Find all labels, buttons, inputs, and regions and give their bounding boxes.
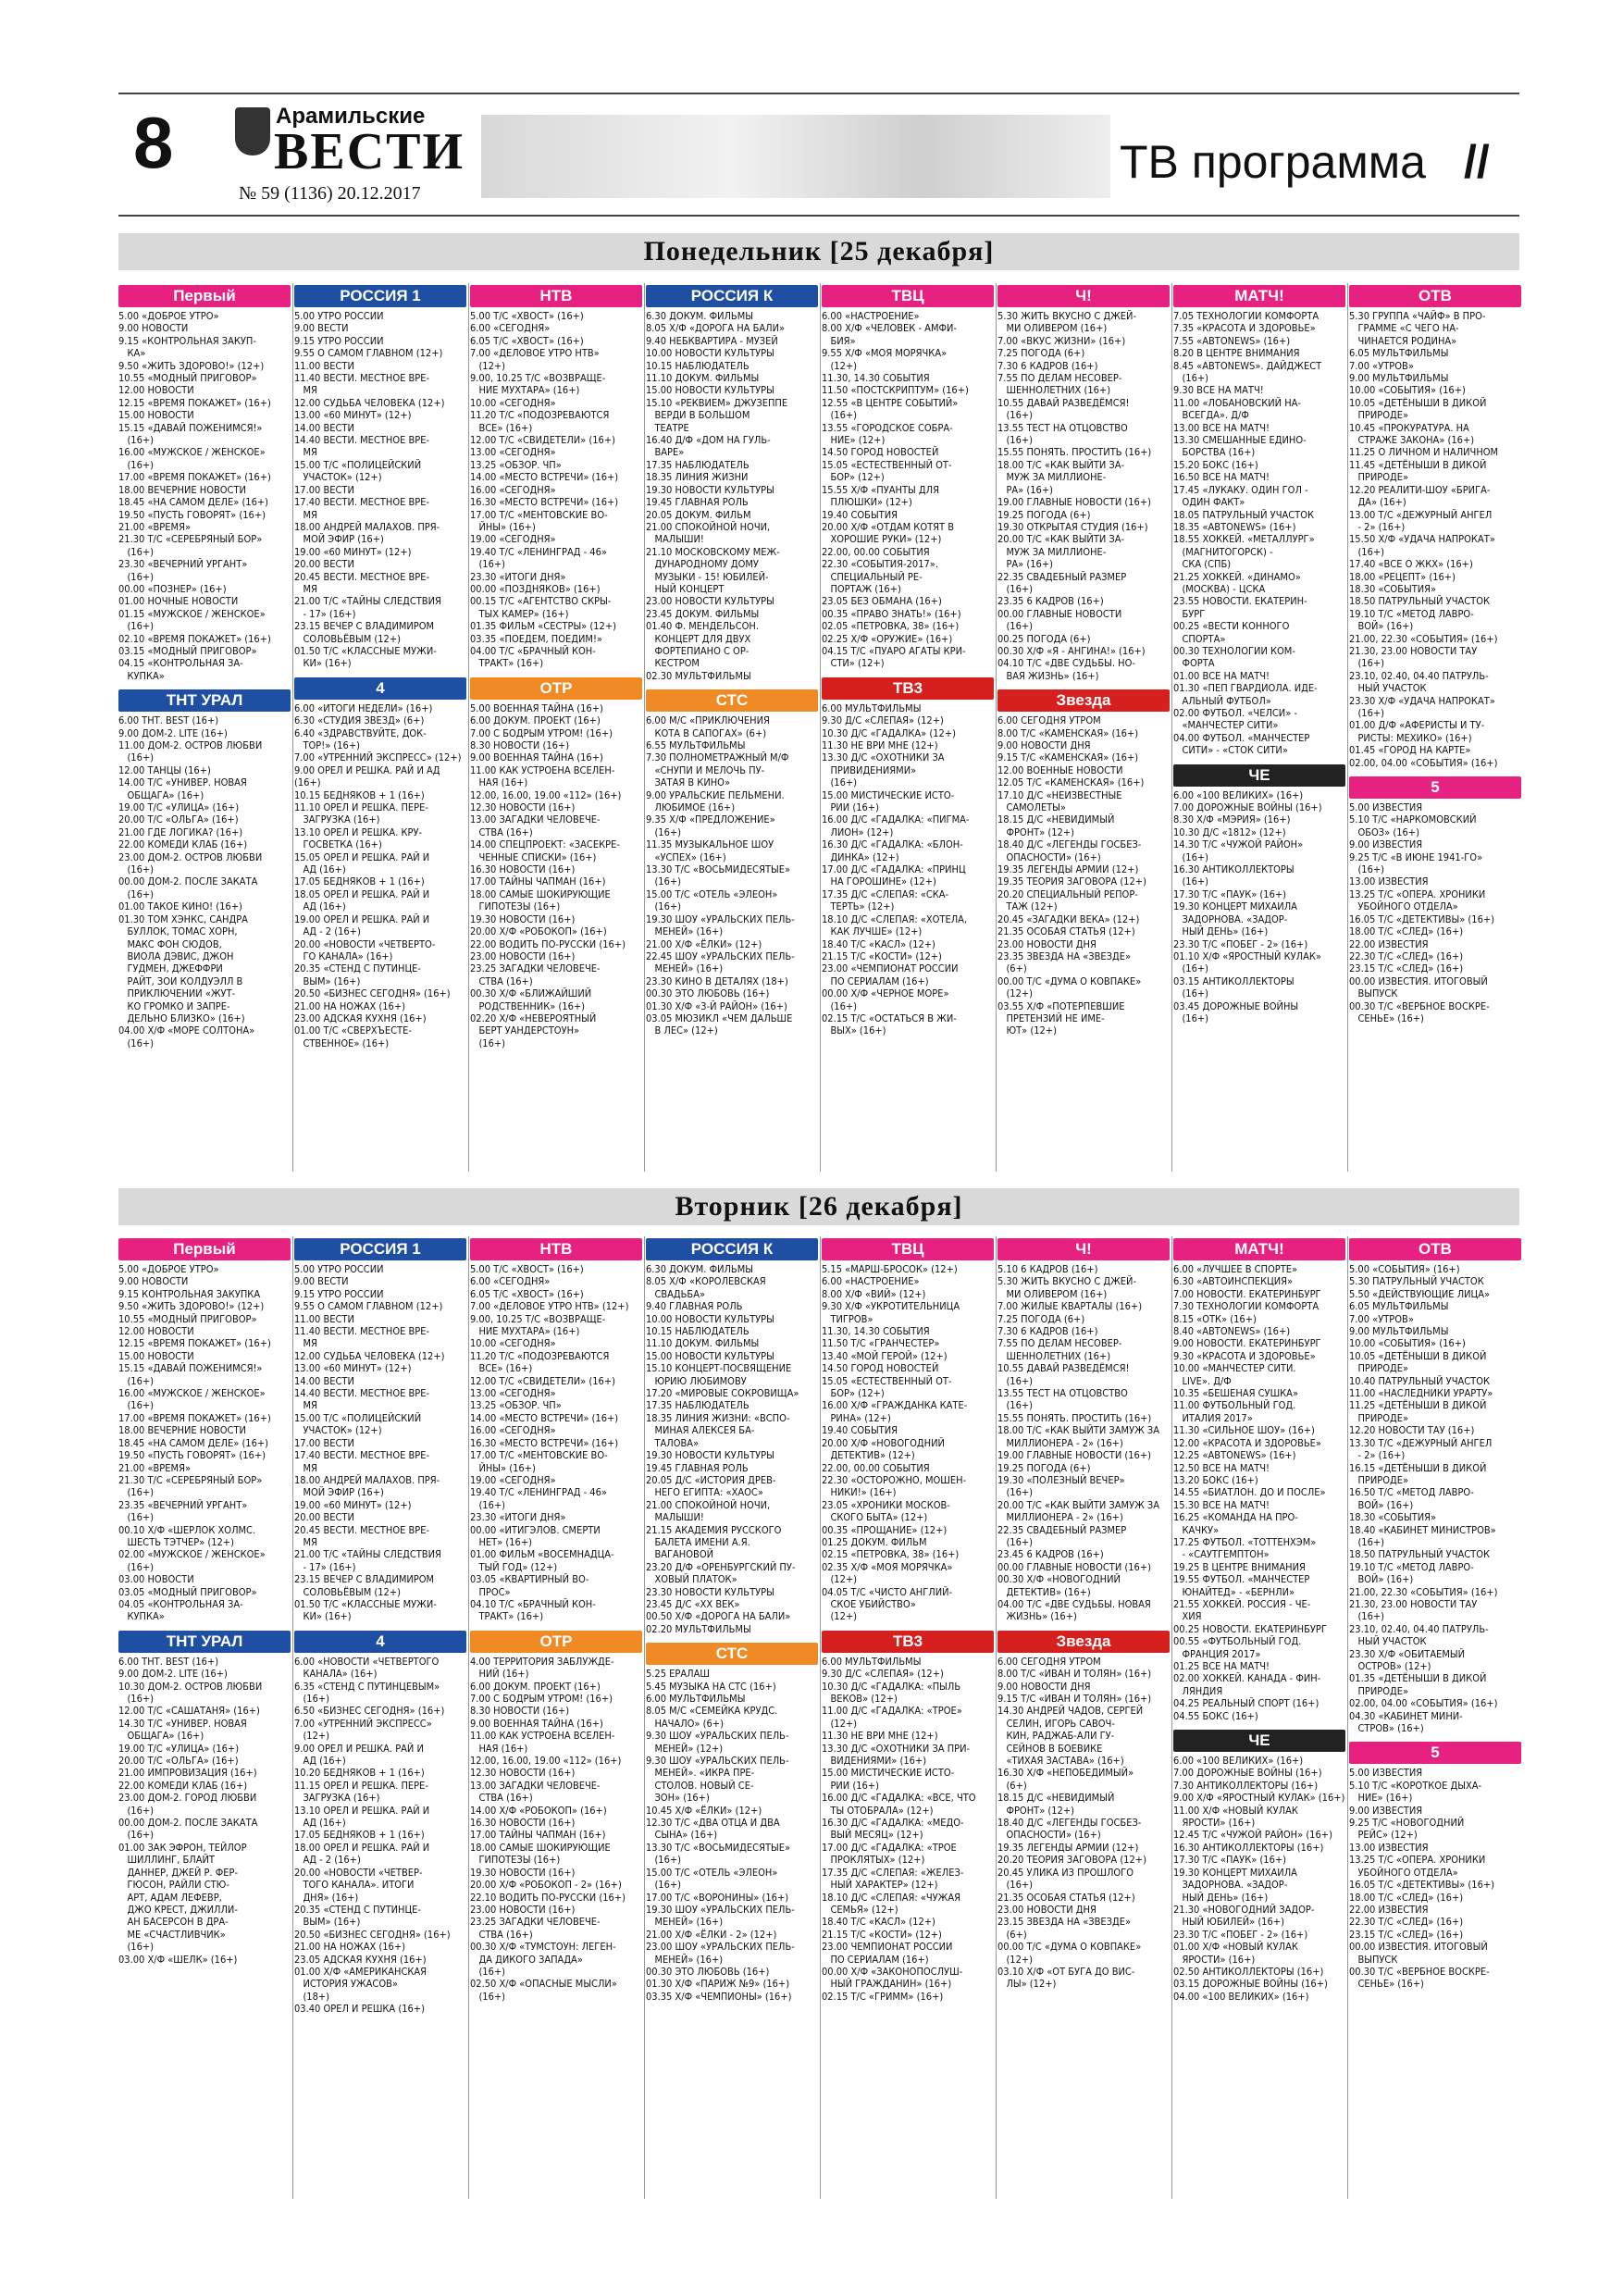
channel-column <box>1349 1238 1521 1991</box>
coat-of-arms-icon <box>235 107 270 155</box>
program-list: 6.00 «100 ВЕЛИКИХ» (16+) 7.00 ДОРОЖНЫЕ ВОЙНЫ (16+) 8.30 Х/Ф «МЭРИЯ» (16+) 10.30 Д/С «1812» (12+) 14.30 Т/С «ЧУЖОЙ РАЙОН» (16+) 16.30 АНТИКОЛЛЕКТОРЫ (16+) 17.30 Т/С «ПАУК» (16+) 19.30 КОНЦЕРТ МИХАИЛА ЗАДОРНОВА. «ЗАДОР- НЫЙ ДЕНЬ» (16+) 23.30 Т/С «ПОБЕГ - 2» (16+) 01.10 Х/Ф «ЯРОСТНЫЙ КУЛАК» (16+) 03.15 АНТИКОЛЛЕКТОРЫ (16+) 03.45 ДОРОЖНЫЕ ВОЙНЫ (16+) <box>1173 788 1322 1024</box>
channel-logo: Первый <box>118 285 291 307</box>
column-divider <box>468 1236 469 2199</box>
program-list: 5.30 ГРУППА «ЧАЙФ» В ПРО- ГРАММЕ «С ЧЕГО НА- ЧИНАЕТСЯ РОДИНА» 6.05 МУЛЬТФИЛЬМЫ 7.00 «УТРОВ» 9.00 МУЛЬТФИЛЬМЫ 10.00 «СОБЫТИЯ» (16+) 10.05 «ДЕТЁНЫШИ В ДИКОЙ ПРИРОДЕ» 10.45 «ПРОКУРАТУРА. НА СТРАЖЕ ЗАКОНА» (16+) 11.25 О ЛИЧНОМ И НАЛИЧНОМ 11.45 «ДЕТЁНЫШИ В ДИКОЙ ПРИРОДЕ» 12.20 РЕАЛИТИ-ШОУ «БРИГА- ДА» (16+) 13.00 Т/С «ДЕЖУРНЫЙ АНГЕЛ - 2» (16+) 15.50 Х/Ф «УДАЧА НАПРОКАТ» (16+) 17.40 «ВСЕ О ЖКХ» (16+) 18.00 «РЕЦЕПТ» (16+) 18.30 «СОБЫТИЯ» 18.50 ПАТРУЛЬНЫЙ УЧАСТОК 19.10 Т/С «МЕТОД ЛАВРО- ВОЙ» (16+) 21.00, 22.30 «СОБЫТИЯ» (16+) 21.30, 23.00 НОВОСТИ ТАУ (16+) 23.10, 02.40, 04.40 ПАТРУЛЬ- НЫЙ УЧАСТОК 23.30 Х/Ф «УДАЧА НАПРОКАТ» (16+) 01.00 Д/Ф «АФЕРИСТЫ И ТУ- РИСТЫ: МЕХИКО» (16+) 01.45 «ГОРОД НА КАРТЕ» 02.00, 04.00 «СОБЫТИЯ» (16+) <box>1349 310 1499 769</box>
channel-logo: МАТЧ! <box>1173 1238 1345 1260</box>
program-list: 6.00 «НОВОСТИ «ЧЕТВЕРТОГО КАНАЛА» (16+) 6.35 «СТЕНД С ПУТИНЦЕВЫМ» (16+) 6.50 «БИЗНЕС СЕГОДНЯ» (16+) 7.00 «УТРЕННИЙ ЭКСПРЕСС» (12+) 9.00 ОРЕЛ И РЕШКА. РАЙ И АД (16+) 10.20 БЕДНЯКОВ + 1 (16+) 11.15 ОРЕЛ И РЕШКА. ПЕРЕ- ЗАГРУЗКА (16+) 13.10 ОРЕЛ И РЕШКА. РАЙ И АД (16+) 17.05 БЕДНЯКОВ + 1 (16+) 18.00 ОРЕЛ И РЕШКА. РАЙ И АД - 2 (16+) 20.00 «НОВОСТИ «ЧЕТВЕР- ТОГО КАНАЛА». ИТОГИ ДНЯ» (16+) 20.35 «СТЕНД С ПУТИНЦЕ- ВЫМ» (16+) 20.50 «БИЗНЕС СЕГОДНЯ» (16+) 21.00 НА НОЖАХ (16+) 23.05 АДСКАЯ КУХНЯ (16+) 01.00 Х/Ф «АМЕРИКАНСКАЯ ИСТОРИЯ УЖАСОВ» (18+) 03.40 ОРЕЛ И РЕШКА (16+) <box>294 1655 451 2016</box>
newspaper-page <box>118 93 1519 2203</box>
column-divider <box>820 1236 821 2199</box>
program-list: 5.00 ИЗВЕСТИЯ 5.10 Т/С «КОРОТКОЕ ДЫХА- НИЕ» (16+) 9.00 ИЗВЕСТИЯ 9.25 Т/С «НОВОГОДНИЙ РЕЙС» (12+) 13.00 ИЗВЕСТИЯ 13.25 Т/С «ОПЕРА. ХРОНИКИ УБОЙНОГО ОТДЕЛА» 16.05 Т/С «ДЕТЕКТИВЫ» (16+) 18.00 Т/С «СЛЕД» (16+) 22.00 ИЗВЕСТИЯ 22.30 Т/С «СЛЕД» (16+) 23.15 Т/С «СЛЕД» (16+) 00.00 ИЗВЕСТИЯ. ИТОГОВЫЙ ВЫПУСК 00.30 Т/С «ВЕРБНОЕ ВОСКРЕ- СЕНЬЕ» (16+) <box>1349 1767 1495 1991</box>
program-list: 5.00 Т/С «ХВОСТ» (16+) 6.00 «СЕГОДНЯ» 6.05 Т/С «ХВОСТ» (16+) 7.00 «ДЕЛОВОЕ УТРО НТВ» (12+) 9.00, 10.25 Т/С «ВОЗВРАЩЕ- НИЕ МУХТАРА» (16+) 10.00 «СЕГОДНЯ» 11.20 Т/С «ПОДОЗРЕВАЮТСЯ ВСЕ» (16+) 12.00 Т/С «СВИДЕТЕЛИ» (16+) 13.00 «СЕГОДНЯ» 13.25 «ОБЗОР. ЧП» 14.00 «МЕСТО ВСТРЕЧИ» (16+) 16.00 «СЕГОДНЯ» 16.30 «МЕСТО ВСТРЕЧИ» (16+) 17.00 Т/С «МЕНТОВСКИЕ ВО- ЙНЫ» (16+) 19.00 «СЕГОДНЯ» 19.40 Т/С «ЛЕНИНГРАД - 46» (16+) 23.30 «ИТОГИ ДНЯ» 00.00 «ИТИГЭЛОВ. СМЕРТИ НЕТ» (16+) 01.00 ФИЛЬМ «ВОСЕМНАДЦА- ТЫЙ ГОД» (12+) 03.05 «КВАРТИРНЫЙ ВО- ПРОС» 04.10 Т/С «БРАЧНЫЙ КОН- ТРАКТ» (16+) <box>470 1263 629 1623</box>
program-list: 5.00 УТРО РОССИИ 9.00 ВЕСТИ 9.15 УТРО РОССИИ 9.55 О САМОМ ГЛАВНОМ (12+) 11.00 ВЕСТИ 11.40 ВЕСТИ. МЕСТНОЕ ВРЕ- МЯ 12.00 СУДЬБА ЧЕЛОВЕКА (12+) 13.00 «60 МИНУТ» (12+) 14.00 ВЕСТИ 14.40 ВЕСТИ. МЕСТНОЕ ВРЕ- МЯ 15.00 Т/С «ПОЛИЦЕЙСКИЙ УЧАСТОК» (12+) 17.00 ВЕСТИ 17.40 ВЕСТИ. МЕСТНОЕ ВРЕ- МЯ 18.00 АНДРЕЙ МАЛАХОВ. ПРЯ- МОЙ ЭФИР (16+) 19.00 «60 МИНУТ» (12+) 20.00 ВЕСТИ 20.45 ВЕСТИ. МЕСТНОЕ ВРЕ- МЯ 21.00 Т/С «ТАЙНЫ СЛЕДСТВИЯ - 17» (16+) 23.15 ВЕЧЕР С ВЛАДИМИРОМ СОЛОВЬЁВЫМ (12+) 01.50 Т/С «КЛАССНЫЕ МУЖИ- КИ» (16+) <box>294 310 445 670</box>
column-divider <box>996 283 997 1172</box>
column-divider <box>820 283 821 1172</box>
channel-column <box>997 1238 1170 1991</box>
program-list: 6.00 МУЛЬТФИЛЬМЫ 9.30 Д/С «СЛЕПАЯ» (12+) 10.30 Д/С «ГАДАЛКА» (12+) 11.30 НЕ ВРИ МНЕ (12+) 13.30 Д/С «ОХОТНИКИ ЗА ПРИВИДЕНИЯМИ» (16+) 15.00 МИСТИЧЕСКИЕ ИСТО- РИИ (16+) 16.00 Д/С «ГАДАЛКА: «ПИГМА- ЛИОН» (12+) 16.30 Д/С «ГАДАЛКА: «БЛОН- ДИНКА» (12+) 17.00 Д/С «ГАДАЛКА: «ПРИНЦ НА ГОРОШИНЕ» (12+) 17.35 Д/С «СЛЕПАЯ: «СКА- ТЕРТЬ» (12+) 18.10 Д/С «СЛЕПАЯ: «ХОТЕЛА, КАК ЛУЧШЕ» (12+) 18.40 Т/С «КАСЛ» (12+) 21.15 Т/С «КОСТИ» (12+) 23.00 «ЧЕМПИОНАТ РОССИИ ПО СЕРИАЛАМ (16+) 00.00 Х/Ф «ЧЕРНОЕ МОРЕ» (16+) 02.15 Т/С «ОСТАТЬСЯ В ЖИ- ВЫХ» (16+) <box>822 701 970 1037</box>
channel-logo: РОССИЯ К <box>646 285 818 307</box>
channel-logo: НТВ <box>470 285 642 307</box>
day-title: Понедельник [25 декабря] <box>643 236 995 267</box>
channel-logo: ТНТ УРАЛ <box>118 1631 291 1653</box>
section-title: ТВ программа <box>1120 136 1426 188</box>
program-list: 6.00 ТНТ. BEST (16+) 9.00 ДОМ-2. LITE (16+) 11.00 ДОМ-2. ОСТРОВ ЛЮБВИ (16+) 12.00 ТАНЦЫ (16+) 14.00 Т/С «УНИВЕР. НОВАЯ ОБЩАГА» (16+) 19.00 Т/С «УЛИЦА» (16+) 20.00 Т/С «ОЛЬГА» (16+) 21.00 ГДЕ ЛОГИКА? (16+) 22.00 КОМЕДИ КЛАБ (16+) 23.00 ДОМ-2. ОСТРОВ ЛЮБВИ (16+) 00.00 ДОМ-2. ПОСЛЕ ЗАКАТА (16+) 01.00 ТАКОЕ КИНО! (16+) 01.30 ТОМ ХЭНКС, САНДРА БУЛЛОК, ТОМАС ХОРН, МАКС ФОН СЮДОВ, ВИОЛА ДЭВИС, ДЖОН ГУДМЕН, ДЖЕФФРИ РАЙТ, ЗОИ КОЛДУЭЛЛ В ПРИКЛЮЧЕНИИ «ЖУТ- КО ГРОМКО И ЗАПРЕ- ДЕЛЬНО БЛИЗКО» (16+) 04.00 Х/Ф «МОРЕ СОЛТОНА» (16+) <box>118 714 263 1049</box>
channel-logo: Ч! <box>997 285 1170 307</box>
column-divider <box>1347 283 1348 1172</box>
channel-logo: РОССИЯ 1 <box>294 1238 466 1260</box>
program-list: 6.00 СЕГОДНЯ УТРОМ 8.00 Т/С «ИВАН И ТОЛЯН» (16+) 9.00 НОВОСТИ ДНЯ 9.15 Т/С «ИВАН И ТОЛЯН» (16+) 14.30 АНДРЕЙ ЧАДОВ, СЕРГЕЙ СЕЛИН, ИГОРЬ САВОЧ- КИН, РАДЖАБ-АЛИ ГУ- СЕЙНОВ В БОЕВИКЕ «ТИХАЯ ЗАСТАВА» (16+) 16.30 Х/Ф «НЕПОБЕДИМЫЙ» (6+) 18.15 Д/С «НЕВИДИМЫЙ ФРОНТ» (12+) 18.40 Д/С «ЛЕГЕНДЫ ГОСБЕЗ- ОПАСНОСТИ» (16+) 19.35 ЛЕГЕНДЫ АРМИИ (12+) 20.20 ТЕОРИЯ ЗАГОВОРА (12+) 20.45 УЛИКА ИЗ ПРОШЛОГО (16+) 21.35 ОСОБАЯ СТАТЬЯ (12+) 23.00 НОВОСТИ ДНЯ 23.15 ЗВЕЗДА НА «ЗВЕЗДЕ» (6+) 00.00 Т/С «ДУМА О КОВПАКЕ» (12+) 03.10 Х/Ф «ОТ БУГА ДО ВИС- ЛЫ» (12+) <box>997 1655 1152 1991</box>
program-list: 6.00 «ЛУЧШЕЕ В СПОРТЕ» 6.30 «АВТОИНСПЕКЦИЯ» 7.00 НОВОСТИ. ЕКАТЕРИНБУРГ 7.30 ТЕХНОЛОГИИ КОМФОРТА 8.15 «ОТК» (16+) 8.40 «ABTONEWS» (16+) 9.00 НОВОСТИ. ЕКАТЕРИНБУРГ 9.30 «КРАСОТА И ЗДОРОВЬЕ» 10.00 «МАНЧЕСТЕР СИТИ. LIVE». Д/Ф 10.35 «БЕШЕНАЯ СУШКА» 11.00 ФУТБОЛЬНЫЙ ГОД. ИТАЛИЯ 2017» 11.30 «СИЛЬНОЕ ШОУ» (16+) 12.00 «КРАСОТА И ЗДОРОВЬЕ» 12.25 «ABTONEWS» (16+) 12.50 ВСЕ НА МАТЧ! 13.20 БОКС (16+) 14.55 «БИАТЛОН. ДО И ПОСЛЕ» 15.30 ВСЕ НА МАТЧ! 16.25 «КОМАНДА НА ПРО- КАЧКУ» 17.25 ФУТБОЛ. «ТОТТЕНХЭМ» - «САУТГЕМПТОН» 19.25 В ЦЕНТРЕ ВНИМАНИЯ 19.55 ФУТБОЛ. «МАНЧЕСТЕР ЮНАЙТЕД» - «БЕРНЛИ» 21.55 ХОККЕЙ. РОССИЯ - ЧЕ- ХИЯ 00.25 НОВОСТИ. ЕКАТЕРИНБУРГ 00.55 «ФУТБОЛЬНЫЙ ГОД. ФРАНЦИЯ 2017» 01.25 ВСЕ НА МАТЧ! 02.00 ХОККЕЙ. КАНАДА - ФИН- ЛЯНДИЯ 04.25 РЕАЛЬНЫЙ СПОРТ (16+) 04.55 БОКС (16+) <box>1173 1263 1327 1722</box>
column-divider <box>292 1236 293 2199</box>
program-list: 4.00 ТЕРРИТОРИЯ ЗАБЛУЖДЕ- НИЙ (16+) 6.00 ДОКУМ. ПРОЕКТ (16+) 7.00 С БОДРЫМ УТРОМ! (16+) 8.30 НОВОСТИ (16+) 9.00 ВОЕННАЯ ТАЙНА (16+) 11.00 КАК УСТРОЕНА ВСЕЛЕН- НАЯ (16+) 12.00, 16.00, 19.00 «112» (16+) 12.30 НОВОСТИ (16+) 13.00 ЗАГАДКИ ЧЕЛОВЕЧЕ- СТВА (16+) 14.00 Х/Ф «РОБОКОП» (16+) 16.30 НОВОСТИ (16+) 17.00 ТАЙНЫ ЧАПМАН (16+) 18.00 САМЫЕ ШОКИРУЮЩИЕ ГИПОТЕЗЫ (16+) 19.30 НОВОСТИ (16+) 20.00 Х/Ф «РОБОКОП - 2» (16+) 22.10 ВОДИТЬ ПО-РУССКИ (16+) 23.00 НОВОСТИ (16+) 23.25 ЗАГАДКИ ЧЕЛОВЕЧЕ- СТВА (16+) 00.30 Х/Ф «ТУМСТОУН: ЛЕГЕН- ДА ДИКОГО ЗАПАДА» (16+) 02.50 Х/Ф «ОПАСНЫЕ МЫСЛИ» (16+) <box>470 1655 626 2003</box>
day-band-monday <box>118 233 1519 270</box>
program-list: 6.00 «100 ВЕЛИКИХ» (16+) 7.00 ДОРОЖНЫЕ ВОЙНЫ (16+) 7.30 АНТИКОЛЛЕКТОРЫ (16+) 9.00 Х/Ф «ЯРОСТНЫЙ КУЛАК» (16+) 11.00 Х/Ф «НОВЫЙ КУЛАК ЯРОСТИ» (16+) 12.45 Т/С «ЧУЖОЙ РАЙОН» (16+) 16.30 АНТИКОЛЛЕКТОРЫ (16+) 17.30 Т/С «ПАУК» (16+) 19.30 КОНЦЕРТ МИХАИЛА ЗАДОРНОВА. «ЗАДОР- НЫЙ ДЕНЬ» (16+) 21.30 «НОВОГОДНИЙ ЗАДОР- НЫЙ ЮБИЛЕЙ» (16+) 23.30 Т/С «ПОБЕГ - 2» (16+) 01.00 Х/Ф «НОВЫЙ КУЛАК ЯРОСТИ» (16+) 02.50 АНТИКОЛЛЕКТОРЫ (16+) 03.15 ДОРОЖНЫЕ ВОЙНЫ (16+) 04.00 «100 ВЕЛИКИХ» (16+) <box>1173 1755 1345 2003</box>
channel-logo: ЧЕ <box>1173 1730 1345 1752</box>
program-list: 5.00 «ДОБРОЕ УТРО» 9.00 НОВОСТИ 9.15 КОНТРОЛЬНАЯ ЗАКУПКА 9.50 «ЖИТЬ ЗДОРОВО!» (12+) 10.55 «МОДНЫЙ ПРИГОВОР» 12.00 НОВОСТИ 12.15 «ВРЕМЯ ПОКАЖЕТ» (16+) 15.00 НОВОСТИ 15.15 «ДАВАЙ ПОЖЕНИМСЯ!» (16+) 16.00 «МУЖСКОЕ / ЖЕНСКОЕ» (16+) 17.00 «ВРЕМЯ ПОКАЖЕТ» (16+) 18.00 ВЕЧЕРНИЕ НОВОСТИ 18.45 «НА САМОМ ДЕЛЕ» (16+) 19.50 «ПУСТЬ ГОВОРЯТ» (16+) 21.00 «ВРЕМЯ» 21.30 Т/С «СЕРЕБРЯНЫЙ БОР» (16+) 23.35 «ВЕЧЕРНИЙ УРГАНТ» (16+) 00.10 Х/Ф «ШЕРЛОК ХОЛМС. ШЕСТЬ ТЭТЧЕР» (12+) 02.00 «МУЖСКОЕ / ЖЕНСКОЕ» (16+) 03.00 НОВОСТИ 03.05 «МОДНЫЙ ПРИГОВОР» 04.05 «КОНТРОЛЬНАЯ ЗА- КУПКА» <box>118 1263 271 1623</box>
program-list: 5.15 «МАРШ-БРОСОК» (12+) 6.00 «НАСТРОЕНИЕ» 8.00 Х/Ф «ВИЙ» (12+) 9.30 Х/Ф «УКРОТИТЕЛЬНИЦА ТИГРОВ» 11.30, 14.30 СОБЫТИЯ 11.50 Т/С «ГРАНЧЕСТЕР» 13.40 «МОЙ ГЕРОЙ» (12+) 14.50 ГОРОД НОВОСТЕЙ 15.05 «ЕСТЕСТВЕННЫЙ ОТ- БОР» (12+) 16.00 Х/Ф «ГРАЖДАНКА КАТЕ- РИНА» (12+) 19.40 СОБЫТИЯ 20.00 Х/Ф «НОВОГОДНИЙ ДЕТЕКТИВ» (12+) 22.00, 00.00 СОБЫТИЯ 22.30 «ОСТОРОЖНО, МОШЕН- НИКИ!» (16+) 23.05 «ХРОНИКИ МОСКОВ- СКОГО БЫТА» (12+) 00.35 «ПРОЩАНИЕ» (12+) 01.25 ДОКУМ. ФИЛЬМ 02.15 «ПЕТРОВКА, 38» (16+) 02.35 Х/Ф «МОЯ МОРЯЧКА» (12+) 04.05 Т/С «ЧИСТО АНГЛИЙ- СКОЕ УБИЙСТВО» (12+) <box>822 1263 968 1623</box>
program-list: 5.00 «ДОБРОЕ УТРО» 9.00 НОВОСТИ 9.15 «КОНТРОЛЬНАЯ ЗАКУП- КА» 9.50 «ЖИТЬ ЗДОРОВО!» (12+) 10.55 «МОДНЫЙ ПРИГОВОР» 12.00 НОВОСТИ 12.15 «ВРЕМЯ ПОКАЖЕТ» (16+) 15.00 НОВОСТИ 15.15 «ДАВАЙ ПОЖЕНИМСЯ!» (16+) 16.00 «МУЖСКОЕ / ЖЕНСКОЕ» (16+) 17.00 «ВРЕМЯ ПОКАЖЕТ» (16+) 18.00 ВЕЧЕРНИЕ НОВОСТИ 18.45 «НА САМОМ ДЕЛЕ» (16+) 19.50 «ПУСТЬ ГОВОРЯТ» (16+) 21.00 «ВРЕМЯ» 21.30 Т/С «СЕРЕБРЯНЫЙ БОР» (16+) 23.30 «ВЕЧЕРНИЙ УРГАНТ» (16+) 00.00 «ПОЗНЕР» (16+) 01.00 НОЧНЫЕ НОВОСТИ 01.15 «МУЖСКОЕ / ЖЕНСКОЕ» (16+) 02.10 «ВРЕМЯ ПОКАЖЕТ» (16+) 03.15 «МОДНЫЙ ПРИГОВОР» 04.15 «КОНТРОЛЬНАЯ ЗА- КУПКА» <box>118 310 271 682</box>
channel-column <box>1173 285 1345 1024</box>
program-list: 5.10 6 КАДРОВ (16+) 5.30 ЖИТЬ ВКУСНО С ДЖЕЙ- МИ ОЛИВЕРОМ (16+) 7.00 ЖИЛЫЕ КВАРТАЛЫ (16+) 7.25 ПОГОДА (6+) 7.30 6 КАДРОВ (16+) 7.55 ПО ДЕЛАМ НЕСОВЕР- ШЕННОЛЕТНИХ (16+) 10.55 ДАВАЙ РАЗВЕДЁМСЯ! (16+) 13.55 ТЕСТ НА ОТЦОВСТВО (16+) 15.55 ПОНЯТЬ. ПРОСТИТЬ (16+) 18.00 Т/С «КАК ВЫЙТИ ЗАМУЖ ЗА МИЛЛИОНЕРА - 2» (16+) 19.00 ГЛАВНЫЕ НОВОСТИ (16+) 19.25 ПОГОДА (6+) 19.30 «ПОЛЕЗНЫЙ ВЕЧЕР» (16+) 20.00 Т/С «КАК ВЫЙТИ ЗАМУЖ ЗА МИЛЛИОНЕРА - 2» (16+) 22.35 СВАДЕБНЫЙ РАЗМЕР (16+) 23.45 6 КАДРОВ (16+) 00.00 ГЛАВНЫЕ НОВОСТИ (16+) 00.30 Х/Ф «НОВОГОДНИЙ ДЕТЕКТИВ» (16+) 04.00 Т/С «ДВЕ СУДЬБЫ. НОВАЯ ЖИЗНЬ» (16+) <box>997 1263 1160 1623</box>
channel-column <box>1349 285 1521 1024</box>
program-list: 6.00 М/С «ПРИКЛЮЧЕНИЯ КОТА В САПОГАХ» (6+) 6.55 МУЛЬТФИЛЬМЫ 7.30 ПОЛНОМЕТРАЖНЫЙ М/Ф «СНУПИ И МЕЛОЧЬ ПУ- ЗАТАЯ В КИНО» 9.00 УРАЛЬСКИЕ ПЕЛЬМЕНИ. ЛЮБИМОЕ (16+) 9.35 Х/Ф «ПРЕДЛОЖЕНИЕ» (16+) 11.35 МУЗЫКАЛЬНОЕ ШОУ «УСПЕХ» (16+) 13.30 Т/С «ВОСЬМИДЕСЯТЫЕ» (16+) 15.00 Т/С «ОТЕЛЬ «ЭЛЕОН» (16+) 19.30 ШОУ «УРАЛЬСКИХ ПЕЛЬ- МЕНЕЙ» (16+) 21.00 Х/Ф «ЁЛКИ» (12+) 22.45 ШОУ «УРАЛЬСКИХ ПЕЛЬ- МЕНЕЙ» (16+) 23.30 КИНО В ДЕТАЛЯХ (18+) 00.30 ЭТО ЛЮБОВЬ (16+) 01.30 Х/Ф «3-Й РАЙОН» (16+) 03.05 МЮЗИКЛ «ЧЕМ ДАЛЬШЕ В ЛЕС» (12+) <box>646 714 795 1037</box>
channel-logo: СТС <box>646 689 818 712</box>
channel-logo: ОТР <box>470 1631 642 1653</box>
channel-column <box>822 1238 994 2003</box>
channel-logo: ОТВ <box>1349 285 1521 307</box>
program-list: 5.25 ЕРАЛАШ 5.45 МУЗЫКА НА СТС (16+) 6.00 МУЛЬТФИЛЬМЫ 8.05 М/С «СЕМЕЙКА КРУДС. НАЧАЛО» (6+) 9.30 ШОУ «УРАЛЬСКИХ ПЕЛЬ- МЕНЕЙ» (12+) 9.30 ШОУ «УРАЛЬСКИХ ПЕЛЬ- МЕНЕЙ». «ИКРА ПРЕ- СТОЛОВ. НОВЫЙ СЕ- ЗОН» (16+) 10.45 Х/Ф «ЁЛКИ» (12+) 12.30 Т/С «ДВА ОТЦА И ДВА СЫНА» (16+) 13.30 Т/С «ВОСЬМИДЕСЯТЫЕ» (16+) 15.00 Т/С «ОТЕЛЬ «ЭЛЕОН» (16+) 17.00 Т/С «ВОРОНИНЫ» (16+) 19.30 ШОУ «УРАЛЬСКИХ ПЕЛЬ- МЕНЕЙ» (16+) 21.00 Х/Ф «ЁЛКИ - 2» (12+) 23.00 ШОУ «УРАЛЬСКИХ ПЕЛЬ- МЕНЕЙ» (16+) 00.30 ЭТО ЛЮБОВЬ (16+) 01.30 Х/Ф «ПАРИЖ №9» (16+) 03.35 Х/Ф «ЧЕМПИОНЫ» (16+) <box>646 1668 795 2003</box>
channel-logo: 4 <box>294 1631 466 1653</box>
program-list: 5.00 Т/С «ХВОСТ» (16+) 6.00 «СЕГОДНЯ» 6.05 Т/С «ХВОСТ» (16+) 7.00 «ДЕЛОВОЕ УТРО НТВ» (12+) 9.00, 10.25 Т/С «ВОЗВРАЩЕ- НИЕ МУХТАРА» (16+) 10.00 «СЕГОДНЯ» 11.20 Т/С «ПОДОЗРЕВАЮТСЯ ВСЕ» (16+) 12.00 Т/С «СВИДЕТЕЛИ» (16+) 13.00 «СЕГОДНЯ» 13.25 «ОБЗОР. ЧП» 14.00 «МЕСТО ВСТРЕЧИ» (16+) 16.00 «СЕГОДНЯ» 16.30 «МЕСТО ВСТРЕЧИ» (16+) 17.00 Т/С «МЕНТОВСКИЕ ВО- ЙНЫ» (16+) 19.00 «СЕГОДНЯ» 19.40 Т/С «ЛЕНИНГРАД - 46» (16+) 23.30 «ИТОГИ ДНЯ» 00.00 «ПОЗДНЯКОВ» (16+) 00.15 Т/С «АГЕНТСТВО СКРЫ- ТЫХ КАМЕР» (16+) 01.35 ФИЛЬМ «СЕСТРЫ» (12+) 03.35 «ПОЕДЕМ, ПОЕДИМ!» 04.00 Т/С «БРАЧНЫЙ КОН- ТРАКТ» (16+) <box>470 310 619 670</box>
channel-logo: РОССИЯ К <box>646 1238 818 1260</box>
column-divider <box>644 283 645 1172</box>
channel-logo: ТВЦ <box>822 1238 994 1260</box>
channel-logo: НТВ <box>470 1238 642 1260</box>
program-list: 6.30 ДОКУМ. ФИЛЬМЫ 8.05 Х/Ф «КОРОЛЕВСКАЯ СВАДЬБА» 9.40 ГЛАВНАЯ РОЛЬ 10.00 НОВОСТИ КУЛЬТУРЫ 10.15 НАБЛЮДАТЕЛЬ 11.10 ДОКУМ. ФИЛЬМЫ 15.00 НОВОСТИ КУЛЬТУРЫ 15.10 КОНЦЕРТ-ПОСВЯЩЕНИЕ ЮРИЮ ЛЮБИМОВУ 17.20 «МИРОВЫЕ СОКРОВИЩА» 17.35 НАБЛЮДАТЕЛЬ 18.35 ЛИНИЯ ЖИЗНИ: «ВСПО- МИНАЯ АЛЕКСЕЯ БА- ТАЛОВА» 19.30 НОВОСТИ КУЛЬТУРЫ 19.45 ГЛАВНАЯ РОЛЬ 20.05 Д/С «ИСТОРИЯ ДРЕВ- НЕГО ЕГИПТА: «ХАОС» 21.00 СПОКОЙНОЙ НОЧИ, МАЛЫШИ! 21.15 АКАДЕМИЯ РУССКОГО БАЛЕТА ИМЕНИ А.Я. ВАГАНОВОЙ 23.20 Д/Ф «ОРЕНБУРГСКИЙ ПУ- ХОВЫЙ ПЛАТОК» 23.30 НОВОСТИ КУЛЬТУРЫ 23.45 Д/С «ХХ ВЕК» 00.50 Х/Ф «ДОРОГА НА БАЛИ» 02.20 МУЛЬТФИЛЬМЫ <box>646 1263 799 1635</box>
column-divider <box>292 283 293 1172</box>
column-divider <box>644 1236 645 2199</box>
program-list: 5.00 ИЗВЕСТИЯ 5.10 Т/С «НАРКОМОВСКИЙ ОБОЗ» (16+) 9.00 ИЗВЕСТИЯ 9.25 Т/С «В ИЮНЕ 1941-ГО» (16+) 13.00 ИЗВЕСТИЯ 13.25 Т/С «ОПЕРА. ХРОНИКИ УБОЙНОГО ОТДЕЛА» 16.05 Т/С «ДЕТЕКТИВЫ» (16+) 18.00 Т/С «СЛЕД» (16+) 22.00 ИЗВЕСТИЯ 22.30 Т/С «СЛЕД» (16+) 23.15 Т/С «СЛЕД» (16+) 00.00 ИЗВЕСТИЯ. ИТОГОВЫЙ ВЫПУСК 00.30 Т/С «ВЕРБНОЕ ВОСКРЕ- СЕНЬЕ» (16+) <box>1349 801 1495 1024</box>
program-list: 6.00 «ИТОГИ НЕДЕЛИ» (16+) 6.30 «СТУДИЯ ЗВЕЗД» (6+) 6.40 «ЗДРАВСТВУЙТЕ, ДОК- ТОР!» (16+) 7.00 «УТРЕННИЙ ЭКСПРЕСС» (12+) 9.00 ОРЕЛ И РЕШКА. РАЙ И АД (16+) 10.15 БЕДНЯКОВ + 1 (16+) 11.10 ОРЕЛ И РЕШКА. ПЕРЕ- ЗАГРУЗКА (16+) 13.10 ОРЕЛ И РЕШКА. КРУ- ГОСВЕТКА (16+) 15.05 ОРЕЛ И РЕШКА. РАЙ И АД (16+) 17.05 БЕДНЯКОВ + 1 (16+) 18.05 ОРЕЛ И РЕШКА. РАЙ И АД (16+) 19.00 ОРЕЛ И РЕШКА. РАЙ И АД - 2 (16+) 20.00 «НОВОСТИ «ЧЕТВЕРТО- ГО КАНАЛА» (16+) 20.35 «СТЕНД С ПУТИНЦЕ- ВЫМ» (16+) 20.50 «БИЗНЕС СЕГОДНЯ» (16+) 21.00 НА НОЖАХ (16+) 23.00 АДСКАЯ КУХНЯ (16+) 01.00 Т/С «СВЕРХЪЕСТЕ- СТВЕННОЕ» (16+) <box>294 701 462 1049</box>
channel-logo: СТС <box>646 1643 818 1665</box>
day-band-tuesday <box>118 1188 1519 1225</box>
column-divider <box>1347 1236 1348 2199</box>
program-list: 6.00 СЕГОДНЯ УТРОМ 8.00 Т/С «КАМЕНСКАЯ» (16+) 9.00 НОВОСТИ ДНЯ 9.15 Т/С «КАМЕНСКАЯ» (16+) 12.00 ВОЕННЫЕ НОВОСТИ 12.05 Т/С «КАМЕНСКАЯ» (16+) 17.10 Д/С «НЕИЗВЕСТНЫЕ САМОЛЕТЫ» 18.15 Д/С «НЕВИДИМЫЙ ФРОНТ» (12+) 18.40 Д/С «ЛЕГЕНДЫ ГОСБЕЗ- ОПАСНОСТИ» (16+) 19.35 ЛЕГЕНДЫ АРМИИ (12+) 19.35 ТЕОРИЯ ЗАГОВОРА (12+) 20.20 СПЕЦИАЛЬНЫЙ РЕПОР- ТАЖ (12+) 20.45 «ЗАГАДКИ ВЕКА» (12+) 21.35 ОСОБАЯ СТАТЬЯ (12+) 23.00 НОВОСТИ ДНЯ 23.35 ЗВЕЗДА НА «ЗВЕЗДЕ» (6+) 00.00 Т/С «ДУМА О КОВПАКЕ» (12+) 03.55 Х/Ф «ПОТЕРПЕВШИЕ ПРЕТЕНЗИЙ НЕ ИМЕ- ЮТ» (12+) <box>997 714 1146 1037</box>
channel-logo: ТНТ УРАЛ <box>118 689 291 712</box>
channel-column <box>294 285 466 1049</box>
day-title: Вторник [26 декабря] <box>675 1191 963 1222</box>
channel-column <box>470 1238 642 2003</box>
channel-logo: ОТР <box>470 677 642 700</box>
page-header <box>118 93 1519 217</box>
channel-column <box>997 285 1170 1037</box>
program-list: 5.00 УТРО РОССИИ 9.00 ВЕСТИ 9.15 УТРО РОССИИ 9.55 О САМОМ ГЛАВНОМ (12+) 11.00 ВЕСТИ 11.40 ВЕСТИ. МЕСТНОЕ ВРЕ- МЯ 12.00 СУДЬБА ЧЕЛОВЕКА (12+) 13.00 «60 МИНУТ» (12+) 14.00 ВЕСТИ 14.40 ВЕСТИ. МЕСТНОЕ ВРЕ- МЯ 15.00 Т/С «ПОЛИЦЕЙСКИЙ УЧАСТОК» (12+) 17.00 ВЕСТИ 17.40 ВЕСТИ. МЕСТНОЕ ВРЕ- МЯ 18.00 АНДРЕЙ МАЛАХОВ. ПРЯ- МОЙ ЭФИР (16+) 19.00 «60 МИНУТ» (12+) 20.00 ВЕСТИ 20.45 ВЕСТИ. МЕСТНОЕ ВРЕ- МЯ 21.00 Т/С «ТАЙНЫ СЛЕДСТВИЯ - 17» (16+) 23.15 ВЕЧЕР С ВЛАДИМИРОМ СОЛОВЬЁВЫМ (12+) 01.50 Т/С «КЛАССНЫЕ МУЖИ- КИ» (16+) <box>294 1263 445 1623</box>
program-list: 6.00 ТНТ. BEST (16+) 9.00 ДОМ-2. LITE (16+) 10.30 ДОМ-2. ОСТРОВ ЛЮБВИ (16+) 12.00 Т/С «САШАТАНЯ» (16+) 14.30 Т/С «УНИВЕР. НОВАЯ ОБЩАГА» (16+) 19.00 Т/С «УЛИЦА» (16+) 20.00 Т/С «ОЛЬГА» (16+) 21.00 ИМПРОВИЗАЦИЯ (16+) 22.00 КОМЕДИ КЛАБ (16+) 23.00 ДОМ-2. ГОРОД ЛЮБВИ (16+) 00.00 ДОМ-2. ПОСЛЕ ЗАКАТА (16+) 01.00 ЗАК ЭФРОН, ТЕЙЛОР ШИЛЛИНГ, БЛАЙТ ДАННЕР, ДЖЕЙ Р. ФЕР- ГЮСОН, РАЙЛИ СТЮ- АРТ, АДАМ ЛЕФЕВР, ДЖО КРЕСТ, ДЖИЛЛИ- АН БАСЕРСОН В ДРА- МЕ «СЧАСТЛИВЧИК» (16+) 03.00 Х/Ф «ШЕЛК» (16+) <box>118 1655 263 1966</box>
channel-logo: Звезда <box>997 689 1170 712</box>
channel-logo: 4 <box>294 677 466 700</box>
column-divider <box>1171 1236 1172 2199</box>
column-divider <box>1171 283 1172 1172</box>
program-list: 6.00 МУЛЬТФИЛЬМЫ 9.30 Д/С «СЛЕПАЯ» (12+) 10.30 Д/С «ГАДАЛКА: «ПЫЛЬ ВЕКОВ» (12+) 11.00 Д/С «ГАДАЛКА: «ТРОЕ» (12+) 11.30 НЕ ВРИ МНЕ (12+) 13.30 Д/С «ОХОТНИКИ ЗА ПРИ- ВИДЕНИЯМИ» (16+) 15.00 МИСТИЧЕСКИЕ ИСТО- РИИ (16+) 16.00 Д/С «ГАДАЛКА: «ВСЕ, ЧТО ТЫ ОТОБРАЛА» (12+) 16.30 Д/С «ГАДАЛКА: «МЕДО- ВЫЙ МЕСЯЦ» (12+) 17.00 Д/С «ГАДАЛКА: «ТРОЕ ПРОКЛЯТЫХ» (12+) 17.35 Д/С «СЛЕПАЯ: «ЖЕЛЕЗ- НЫЙ ХАРАКТЕР» (12+) 18.10 Д/С «СЛЕПАЯ: «ЧУЖАЯ СЕМЬЯ» (12+) 18.40 Т/С «КАСЛ» (12+) 21.15 Т/С «КОСТИ» (12+) 23.00 ЧЕМПИОНАТ РОССИИ ПО СЕРИАЛАМ (16+) 00.00 Х/Ф «ЗАКОНОПОСЛУШ- НЫЙ ГРАЖДАНИН» (16+) 02.15 Т/С «ГРИММ» (16+) <box>822 1655 976 2003</box>
channel-logo: ЧЕ <box>1173 764 1345 787</box>
channel-logo: 5 <box>1349 1742 1521 1764</box>
brand-name-small: Арамильские <box>276 104 426 129</box>
program-list: 5.00 «СОБЫТИЯ» (16+) 5.30 ПАТРУЛЬНЫЙ УЧАСТОК 5.50 «ДЕЙСТВУЮЩИЕ ЛИЦА» 6.05 МУЛЬТФИЛЬМЫ 7.00 «УТРОВ» 9.00 МУЛЬТФИЛЬМЫ 10.00 «СОБЫТИЯ» (16+) 10.05 «ДЕТЁНЫШИ В ДИКОЙ ПРИРОДЕ» 10.40 ПАТРУЛЬНЫЙ УЧАСТОК 11.00 «НАСЛЕДНИКИ УРАРТУ» 11.25 «ДЕТЁНЫШИ В ДИКОЙ ПРИРОДЕ» 12.20 НОВОСТИ ТАУ (16+) 13.30 Т/С «ДЕЖУРНЫЙ АНГЕЛ - 2» (16+) 16.15 «ДЕТЁНЫШИ В ДИКОЙ ПРИРОДЕ» 16.50 Т/С «МЕТОД ЛАВРО- ВОЙ» (16+) 18.30 «СОБЫТИЯ» 18.40 «КАБИНЕТ МИНИСТРОВ» (16+) 18.50 ПАТРУЛЬНЫЙ УЧАСТОК 19.10 Т/С «МЕТОД ЛАВРО- ВОЙ» (16+) 21.00, 22.30 «СОБЫТИЯ» (16+) 21.30, 23.00 НОВОСТИ ТАУ (16+) 23.10, 02.40, 04.40 ПАТРУЛЬ- НЫЙ УЧАСТОК 23.30 Х/Ф «ОБИТАЕМЫЙ ОСТРОВ» (12+) 01.35 «ДЕТЁНЫШИ В ДИКОЙ ПРИРОДЕ» 02.00, 04.00 «СОБЫТИЯ» (16+) 04.30 «КАБИНЕТ МИНИ- СТРОВ» (16+) <box>1349 1263 1498 1735</box>
section-slashes: // <box>1464 136 1490 188</box>
channel-logo: Звезда <box>997 1631 1170 1653</box>
program-list: 5.00 ВОЕННАЯ ТАЙНА (16+) 6.00 ДОКУМ. ПРОЕКТ (16+) 7.00 С БОДРЫМ УТРОМ! (16+) 8.30 НОВОСТИ (16+) 9.00 ВОЕННАЯ ТАЙНА (16+) 11.00 КАК УСТРОЕНА ВСЕЛЕН- НАЯ (16+) 12.00, 16.00, 19.00 «112» (16+) 12.30 НОВОСТИ (16+) 13.00 ЗАГАДКИ ЧЕЛОВЕЧЕ- СТВА (16+) 14.00 СПЕЦПРОЕКТ: «ЗАСЕКРЕ- ЧЕННЫЕ СПИСКИ» (16+) 16.30 НОВОСТИ (16+) 17.00 ТАЙНЫ ЧАПМАН (16+) 18.00 САМЫЕ ШОКИРУЮЩИЕ ГИПОТЕЗЫ (16+) 19.30 НОВОСТИ (16+) 20.00 Х/Ф «РОБОКОП» (16+) 22.00 ВОДИТЬ ПО-РУССКИ (16+) 23.00 НОВОСТИ (16+) 23.25 ЗАГАДКИ ЧЕЛОВЕЧЕ- СТВА (16+) 00.30 Х/Ф «БЛИЖАЙШИЙ РОДСТВЕННИК» (16+) 02.20 Х/Ф «НЕВЕРОЯТНЫЙ БЕРТ УАНДЕРСТОУН» (16+) <box>470 701 626 1049</box>
program-list: 6.00 «НАСТРОЕНИЕ» 8.00 Х/Ф «ЧЕЛОВЕК - АМФИ- БИЯ» 9.55 Х/Ф «МОЯ МОРЯЧКА» (12+) 11.30, 14.30 СОБЫТИЯ 11.50 «ПОСТСКРИПТУМ» (16+) 12.55 «В ЦЕНТРЕ СОБЫТИЙ» (16+) 13.55 «ГОРОДСКОЕ СОБРА- НИЕ» (12+) 14.50 ГОРОД НОВОСТЕЙ 15.05 «ЕСТЕСТВЕННЫЙ ОТ- БОР» (12+) 15.55 Х/Ф «ПУАНТЫ ДЛЯ ПЛЮШКИ» (12+) 19.40 СОБЫТИЯ 20.00 Х/Ф «ОТДАМ КОТЯТ В ХОРОШИЕ РУКИ» (12+) 22.00, 00.00 СОБЫТИЯ 22.30 «СОБЫТИЯ-2017». СПЕЦИАЛЬНЫЙ РЕ- ПОРТАЖ (16+) 23.05 БЕЗ ОБМАНА (16+) 00.35 «ПРАВО ЗНАТЬ!» (16+) 02.05 «ПЕТРОВКА, 38» (16+) 02.25 Х/Ф «ОРУЖИЕ» (16+) 04.15 Т/С «ПУАРО АГАТЫ КРИ- СТИ» (12+) <box>822 310 969 670</box>
channel-logo: РОССИЯ 1 <box>294 285 466 307</box>
program-list: 6.30 ДОКУМ. ФИЛЬМЫ 8.05 Х/Ф «ДОРОГА НА БАЛИ» 9.40 НЕБКВАРТИРА - МУЗЕЙ 10.00 НОВОСТИ КУЛЬТУРЫ 10.15 НАБЛЮДАТЕЛЬ 11.10 ДОКУМ. ФИЛЬМЫ 15.00 НОВОСТИ КУЛЬТУРЫ 15.10 «РЕКВИЕМ» ДЖУЗЕППЕ ВЕРДИ В БОЛЬШОМ ТЕАТРЕ 16.40 Д/Ф «ДОМ НА ГУЛЬ- ВАРЕ» 17.35 НАБЛЮДАТЕЛЬ 18.35 ЛИНИЯ ЖИЗНИ 19.30 НОВОСТИ КУЛЬТУРЫ 19.45 ГЛАВНАЯ РОЛЬ 20.05 ДОКУМ. ФИЛЬМ 21.00 СПОКОЙНОЙ НОЧИ, МАЛЫШИ! 21.10 МОСКОВСКОМУ МЕЖ- ДУНАРОДНОМУ ДОМУ МУЗЫКИ - 15! ЮБИЛЕЙ- НЫЙ КОНЦЕРТ 23.00 НОВОСТИ КУЛЬТУРЫ 23.45 ДОКУМ. ФИЛЬМЫ 01.40 Ф. МЕНДЕЛЬСОН. КОНЦЕРТ ДЛЯ ДВУХ ФОРТЕПИАНО С ОР- КЕСТРОМ 02.30 МУЛЬТФИЛЬМЫ <box>646 310 788 682</box>
channel-column <box>118 285 291 1049</box>
channel-column <box>1173 1238 1345 2003</box>
channel-column <box>118 1238 291 1966</box>
channel-logo: Первый <box>118 1238 291 1260</box>
channel-logo: МАТЧ! <box>1173 285 1345 307</box>
channel-column <box>646 1238 818 2003</box>
column-divider <box>996 1236 997 2199</box>
channel-column <box>822 285 994 1037</box>
program-list: 5.30 ЖИТЬ ВКУСНО С ДЖЕЙ- МИ ОЛИВЕРОМ (16+) 7.00 «ВКУС ЖИЗНИ» (16+) 7.25 ПОГОДА (6+) 7.30 6 КАДРОВ (16+) 7.55 ПО ДЕЛАМ НЕСОВЕР- ШЕННОЛЕТНИХ (16+) 10.55 ДАВАЙ РАЗВЕДЁМСЯ! (16+) 13.55 ТЕСТ НА ОТЦОВСТВО (16+) 15.55 ПОНЯТЬ. ПРОСТИТЬ (16+) 18.00 Т/С «КАК ВЫЙТИ ЗА- МУЖ ЗА МИЛЛИОНЕ- РА» (16+) 19.00 ГЛАВНЫЕ НОВОСТИ (16+) 19.25 ПОГОДА (6+) 19.30 ОТКРЫТАЯ СТУДИЯ (16+) 20.00 Т/С «КАК ВЫЙТИ ЗА- МУЖ ЗА МИЛЛИОНЕ- РА» (16+) 22.35 СВАДЕБНЫЙ РАЗМЕР (16+) 23.35 6 КАДРОВ (16+) 00.00 ГЛАВНЫЕ НОВОСТИ (16+) 00.25 ПОГОДА (6+) 00.30 Х/Ф «Я - АНГИНА!» (16+) 04.10 Т/С «ДВЕ СУДЬБЫ. НО- ВАЯ ЖИЗНЬ» (16+) <box>997 310 1152 682</box>
channel-logo: 5 <box>1349 776 1521 799</box>
channel-logo: ТВЦ <box>822 285 994 307</box>
page-number: 8 <box>133 102 174 183</box>
channel-column <box>470 285 642 1049</box>
channel-logo: ТВ3 <box>822 1631 994 1653</box>
column-divider <box>468 283 469 1172</box>
brand-name-big: ВЕСТИ <box>274 123 465 180</box>
channel-logo: Ч! <box>997 1238 1170 1260</box>
program-list: 7.05 ТЕХНОЛОГИИ КОМФОРТА 7.35 «КРАСОТА И ЗДОРОВЬЕ» 7.55 «ABTONEWS» (16+) 8.20 В ЦЕНТРЕ ВНИМАНИЯ 8.45 «ABTONEWS». ДАЙДЖЕСТ (16+) 9.30 ВСЕ НА МАТЧ! 11.00 «ЛОБАНОВСКИЙ НА- ВСЕГДА». Д/Ф 13.00 ВСЕ НА МАТЧ! 13.30 СМЕШАННЫЕ ЕДИНО- БОРСТВА (16+) 15.20 БОКС (16+) 16.50 ВСЕ НА МАТЧ! 17.45 «ЛУКАКУ. ОДИН ГОЛ - ОДИН ФАКТ» 18.05 ПАТРУЛЬНЫЙ УЧАСТОК 18.35 «ABTONEWS» (16+) 18.55 ХОККЕЙ. «МЕТАЛЛУРГ» (МАГНИТОГОРСК) - СКА (СПБ) 21.25 ХОККЕЙ. «ДИНАМО» (МОСКВА) - ЦСКА 23.55 НОВОСТИ. ЕКАТЕРИН- БУРГ 00.25 «ВЕСТИ КОННОГО СПОРТА» 00.30 ТЕХНОЛОГИИ КОМ- ФОРТА 01.00 ВСЕ НА МАТЧ! 01.30 «ПЕП ГВАРДИОЛА. ИДЕ- АЛЬНЫЙ ФУТБОЛ» 02.00 ФУТБОЛ. «ЧЕЛСИ» - «МАНЧЕСТЕР СИТИ» 04.00 ФУТБОЛ. «МАНЧЕСТЕР СИТИ» - «СТОК СИТИ» <box>1173 310 1322 757</box>
channel-logo: ОТВ <box>1349 1238 1521 1260</box>
channel-logo: ТВ3 <box>822 677 994 700</box>
channel-column <box>294 1238 466 2016</box>
channel-column <box>646 285 818 1037</box>
header-photo <box>481 115 1110 198</box>
issue-info: № 59 (1136) 20.12.2017 <box>239 183 421 204</box>
